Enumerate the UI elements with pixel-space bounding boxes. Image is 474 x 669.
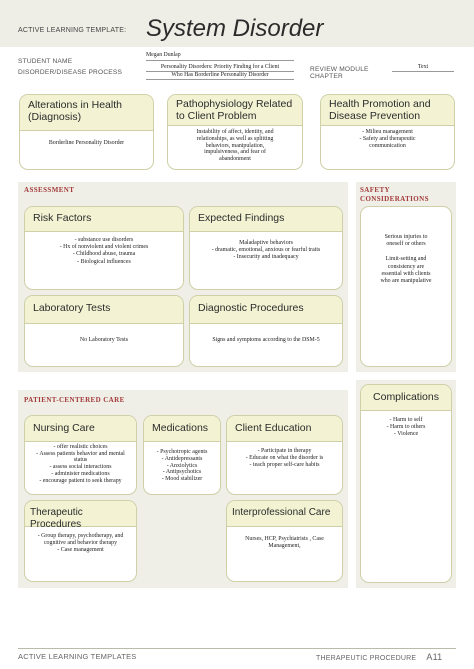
risk-factors-body (25, 232, 183, 270)
alterations-title-line1: Alterations in Health (28, 99, 122, 111)
alterations-title-line2: (Diagnosis) (28, 111, 82, 123)
review-module-label (310, 66, 369, 80)
safety-line: who are manipulative (380, 278, 432, 285)
expected-findings-body (190, 232, 342, 266)
nursing-care-title: Nursing Care (25, 416, 136, 442)
pathophysiology-line: abandonment (219, 156, 251, 163)
pathophysiology-line: impulsiveness, and fear of (204, 149, 266, 156)
footer-procedure-label: THERAPEUTIC PROCEDURE (316, 655, 417, 662)
risk-factor-item: - Childhood abuse, trauma (72, 251, 136, 258)
medication-item: - Mood stabilizer (161, 476, 203, 483)
nursing-care-item: - Assess patients behavior and mental (36, 450, 125, 457)
health-promotion-title-line1: Health Promotion and (329, 98, 431, 110)
student-name-value: Megan Dunlap (146, 52, 294, 61)
expected-finding-item: Maladaptive behaviors (239, 240, 293, 246)
risk-factors-box (24, 206, 184, 290)
client-education-item: - Educate on what the disorder is (245, 455, 324, 462)
risk-factors-title: Risk Factors (25, 207, 183, 232)
nursing-care-item: - assess social interactions (49, 464, 112, 471)
client-education-item: - teach proper self-care habits (249, 462, 320, 469)
laboratory-tests-title: Laboratory Tests (25, 296, 183, 324)
interprofessional-care-body (227, 527, 342, 554)
template-label: ACTIVE LEARNING TEMPLATE: (18, 27, 127, 34)
client-education-box (226, 415, 343, 495)
medication-item: - Antidepressants (161, 455, 203, 462)
nursing-care-body (25, 442, 136, 488)
pathophysiology-title-line1: Pathophysiology Related (176, 98, 293, 110)
client-education-body (227, 442, 342, 474)
diagnostic-procedures-title: Diagnostic Procedures (190, 296, 342, 324)
nursing-care-item: - offer realistic choices (53, 444, 108, 450)
footer-page-number: A11 (426, 652, 443, 662)
medication-item: - Antipsychotics (162, 469, 202, 476)
pathophysiology-box (167, 94, 303, 170)
risk-factor-item: - Biological influences (77, 258, 131, 265)
diagnostic-procedures-body: Signs and symptoms according to the DSM-5 (212, 337, 320, 343)
interprofessional-care-item: Management, (268, 543, 301, 550)
health-promotion-body (321, 126, 454, 155)
client-education-title: Client Education (227, 416, 342, 442)
safety-heading-line2: CONSIDERATIONS (360, 195, 429, 203)
safety-line: oneself or others (386, 241, 426, 248)
safety-line: essential with clients (381, 270, 431, 277)
complication-item: - Violence (393, 431, 419, 438)
alterations-in-health-body: Borderline Personality Disorder (48, 140, 125, 146)
laboratory-tests-body: No Laboratory Tests (79, 337, 129, 343)
footer-right-label (316, 652, 442, 662)
safety-line: consistency are (387, 263, 425, 270)
therapeutic-procedure-item: cognitive and behavior therapy (43, 540, 118, 547)
medication-item: - Psychotropic agents (156, 449, 208, 455)
safety-box (360, 206, 452, 367)
review-module-label-line2: CHAPTER (310, 73, 343, 80)
pathophysiology-line: relationships, as well as splitting (196, 135, 274, 142)
safety-heading-line1: SAFETY (360, 186, 391, 194)
complication-item: - Harm to others (386, 424, 426, 431)
pathophysiology-body (168, 126, 302, 167)
client-education-item: - Participate in therapy (257, 448, 312, 454)
pathophysiology-line: Instability of affect, identity, and (196, 129, 274, 135)
pathophysiology-line: behaviors, manipulation, (205, 142, 265, 149)
disorder-value (146, 64, 294, 80)
risk-factor-item: - substance use disorders (74, 237, 134, 243)
therapeutic-procedures-body (25, 527, 136, 559)
risk-factor-item: - Hx of nonviolent and violent crimes (59, 244, 149, 251)
page-title: System Disorder (146, 15, 324, 42)
laboratory-tests-box (24, 295, 184, 367)
assessment-heading: ASSESSMENT (24, 186, 75, 194)
student-name-label: STUDENT NAME (18, 58, 73, 65)
therapeutic-procedures-title: Therapeutic Procedures (25, 501, 136, 527)
health-promotion-title (321, 95, 454, 126)
disorder-label: DISORDER/DISEASE PROCESS (18, 69, 123, 76)
health-promotion-line: communication (369, 143, 406, 150)
expected-finding-item: - dramatic, emotional, anxious or fearful traits (211, 247, 321, 254)
nursing-care-item: - encourage patient to seek therapy (39, 477, 122, 484)
safety-body (361, 207, 451, 289)
nursing-care-item: - administer medications (51, 470, 110, 477)
review-module-value: Text (392, 64, 454, 72)
review-module-label-line1: REVIEW MODULE (310, 66, 369, 73)
safety-line: Limit-setting and (385, 256, 427, 263)
therapeutic-procedure-item: - Case management (57, 547, 104, 554)
therapeutic-procedures-box (24, 500, 137, 582)
patient-centered-care-heading: PATIENT-CENTERED CARE (24, 396, 125, 404)
disorder-value-line2: Who Has Borderline Personality Disorder (146, 72, 294, 80)
pathophysiology-title (168, 95, 302, 126)
complications-body (361, 411, 451, 443)
expected-findings-box (189, 206, 343, 290)
footer-left-label: ACTIVE LEARNING TEMPLATES (18, 652, 137, 661)
alterations-in-health-title (20, 95, 153, 131)
pathophysiology-title-line2: to Client Problem (176, 110, 257, 122)
safety-heading (360, 186, 429, 204)
complication-item: - Harm to self (389, 417, 423, 423)
complications-box (360, 384, 452, 583)
medications-body (144, 442, 220, 487)
interprofessional-care-title: Interprofessional Care (227, 501, 342, 527)
nursing-care-box (24, 415, 137, 495)
diagnostic-procedures-box (189, 295, 343, 367)
health-promotion-line: - Safety and therapeutic (359, 136, 416, 143)
interprofessional-care-box (226, 500, 343, 582)
alterations-in-health-box (19, 94, 154, 170)
expected-finding-item: - Insecurity and inadequacy (233, 254, 299, 261)
disorder-value-line1: Personality Disorders: Priority Finding for a Client (146, 64, 294, 72)
complications-title: Complications (361, 385, 451, 411)
interprofessional-care-item: Nurses, HCP, Psychiatrists , Case (245, 536, 324, 542)
footer-divider (18, 648, 456, 649)
medications-title: Medications (144, 416, 220, 442)
medications-box (143, 415, 221, 495)
health-promotion-box (320, 94, 455, 170)
medication-item: - Anxiolytics (166, 462, 198, 469)
nursing-care-item: status (73, 457, 88, 464)
health-promotion-title-line2: Disease Prevention (329, 110, 421, 122)
therapeutic-procedure-item: - Group therapy, psychotherapy, and (37, 533, 124, 539)
safety-line: Serious injuries to (384, 234, 428, 240)
expected-findings-title: Expected Findings (190, 207, 342, 232)
health-promotion-line: - Milieu management (362, 129, 413, 135)
